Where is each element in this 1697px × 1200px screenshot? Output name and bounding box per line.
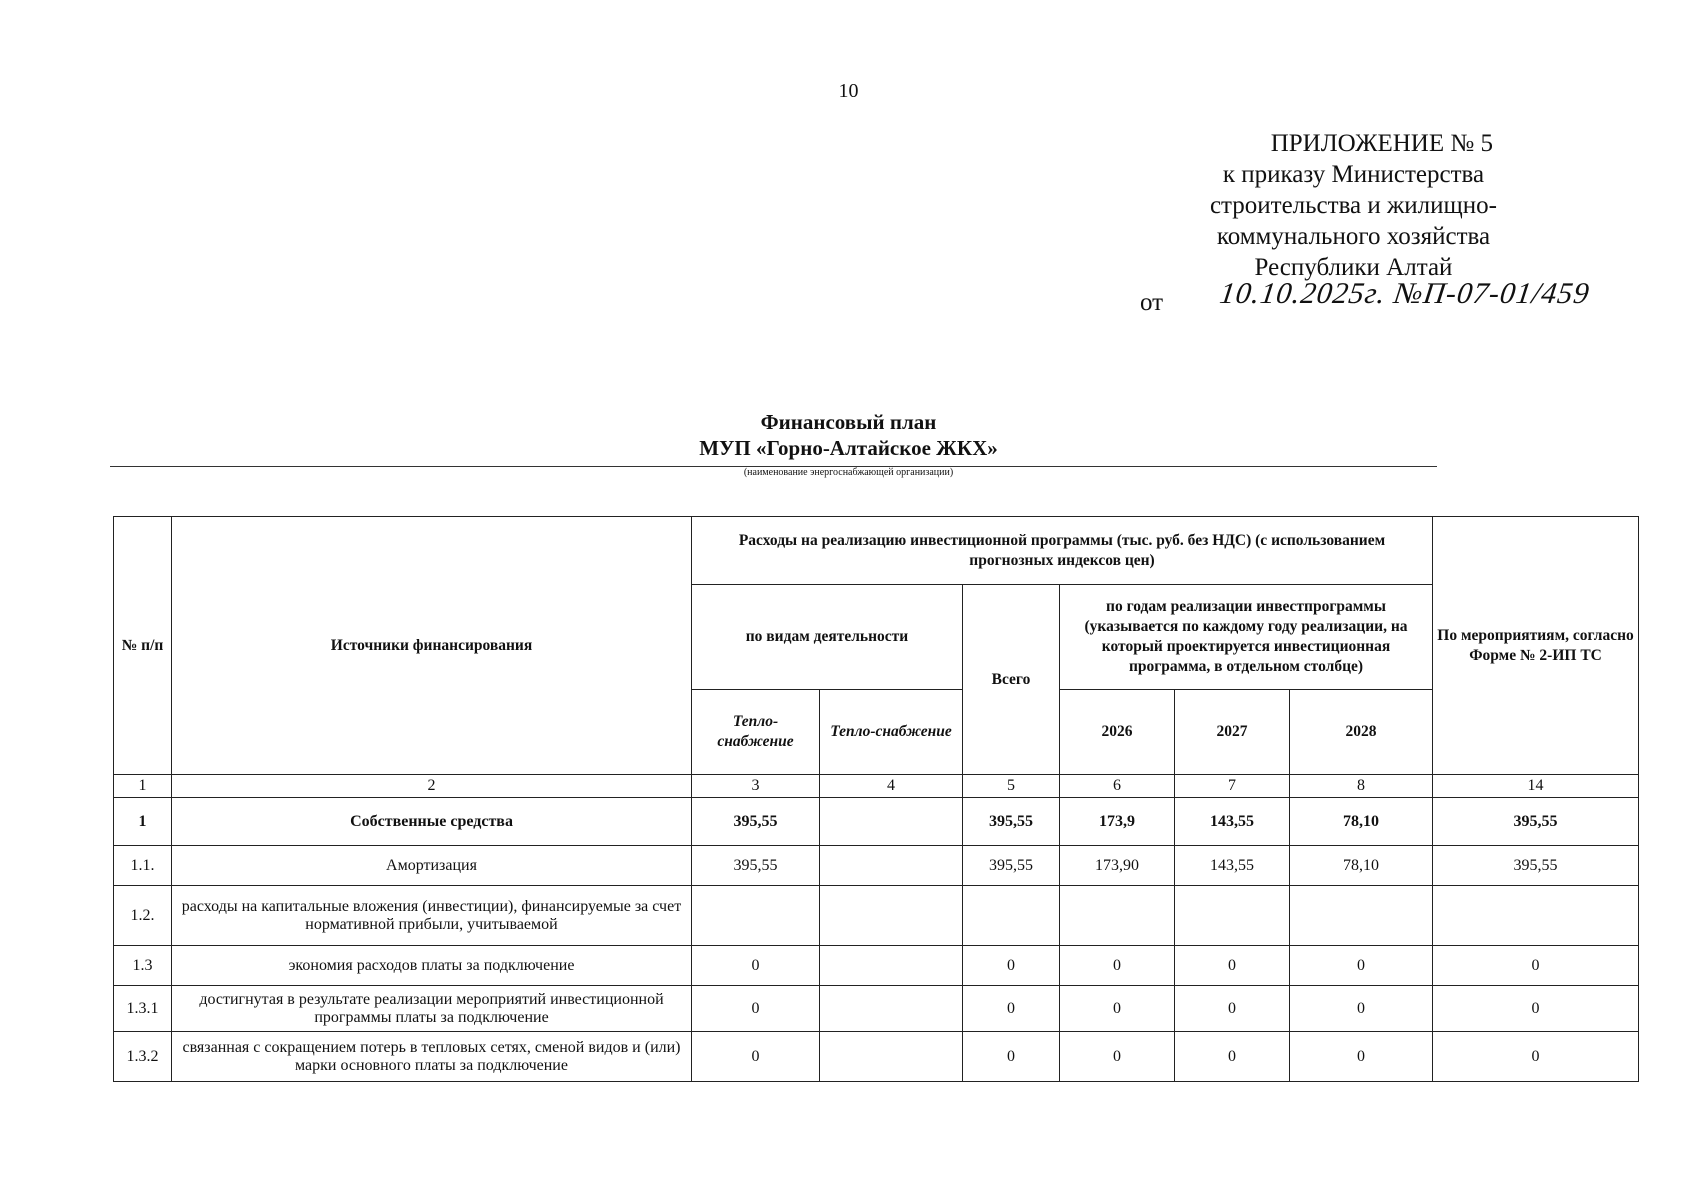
row-value: 173,9: [1060, 798, 1175, 846]
page-number: 10: [838, 80, 859, 102]
row-value: 173,90: [1060, 846, 1175, 886]
row-value: 395,55: [1433, 846, 1639, 886]
row-value: [820, 946, 963, 986]
row-value: 0: [692, 946, 820, 986]
handwritten-date-number: 10.10.2025г. №П-07-01/459: [1217, 277, 1592, 310]
appendix-line-4: Республики Алтай: [1254, 254, 1453, 281]
row-value: 0: [1433, 986, 1639, 1032]
row-value: 0: [1290, 946, 1433, 986]
row-value: 0: [1290, 1032, 1433, 1082]
row-value: [820, 886, 963, 946]
row-name: расходы на капитальные вложения (инвестиции), финансируемые за счет нормативной прибыли, учитываемой: [172, 886, 692, 946]
header-num: № п/п: [114, 517, 172, 775]
row-value: 0: [1060, 946, 1175, 986]
header-total: Всего: [963, 585, 1060, 775]
row-value: 0: [963, 946, 1060, 986]
row-name: Амортизация: [172, 846, 692, 886]
column-index: 5: [963, 775, 1060, 798]
table-row: [114, 886, 1639, 946]
row-value: 0: [1175, 986, 1290, 1032]
header-activity-2: Тепло-снабжение: [820, 690, 963, 775]
header-year-2027: 2027: [1175, 690, 1290, 775]
appendix-line-3: коммунального хозяйства: [1216, 223, 1491, 250]
header-year-2026: 2026: [1060, 690, 1175, 775]
table-row: [114, 798, 1639, 846]
row-value: [1060, 886, 1175, 946]
header-expenses: Расходы на реализацию инвестиционной программы (тыс. руб. без НДС) (с использованием прогнозных индексов цен): [692, 517, 1433, 585]
row-value: [1290, 886, 1433, 946]
table-row: [114, 986, 1639, 1032]
table-row: [114, 946, 1639, 986]
row-name: экономия расходов платы за подключение: [172, 946, 692, 986]
row-value: 395,55: [692, 798, 820, 846]
table-row: [114, 846, 1639, 886]
organization-name: МУП «Горно-Алтайское ЖКХ»: [699, 436, 998, 460]
column-index: 3: [692, 775, 820, 798]
table-row: [114, 1032, 1639, 1082]
header-year-2028: 2028: [1290, 690, 1433, 775]
column-index: 4: [820, 775, 963, 798]
row-value: 0: [1433, 1032, 1639, 1082]
appendix-header: [1139, 128, 1592, 316]
row-value: 0: [692, 1032, 820, 1082]
header-by-measures: По мероприятиям, согласно Форме № 2-ИП ТС: [1433, 517, 1639, 775]
row-value: [820, 1032, 963, 1082]
row-value: 395,55: [692, 846, 820, 886]
row-value: 395,55: [963, 798, 1060, 846]
row-value: [692, 886, 820, 946]
row-num: 1.3.2: [114, 1032, 172, 1082]
row-value: 395,55: [963, 846, 1060, 886]
row-num: 1.3.1: [114, 986, 172, 1032]
row-name: Собственные средства: [172, 798, 692, 846]
appendix-from-label: от: [1139, 289, 1164, 316]
header-by-years: по годам реализации инвестпрограммы (указывается по каждому году реализации, на который проектируется инвестиционная программа, в отдельном столбце): [1060, 585, 1433, 690]
plan-title: Финансовый план: [760, 410, 937, 434]
column-index: 1: [114, 775, 172, 798]
appendix-title: ПРИЛОЖЕНИЕ № 5: [1270, 130, 1493, 157]
column-index: 6: [1060, 775, 1175, 798]
appendix-line-2: строительства и жилищно-: [1209, 192, 1497, 219]
column-index: 8: [1290, 775, 1433, 798]
column-index: 2: [172, 775, 692, 798]
row-num: 1.1.: [114, 846, 172, 886]
appendix-line-1: к приказу Министерства: [1222, 161, 1485, 188]
column-index-row: [114, 775, 1639, 798]
row-value: 0: [1060, 1032, 1175, 1082]
row-value: [963, 886, 1060, 946]
row-value: 0: [692, 986, 820, 1032]
row-value: 0: [1175, 946, 1290, 986]
header-source: Источники финансирования: [172, 517, 692, 775]
row-value: [820, 986, 963, 1032]
organization-caption: (наименование энергоснабжающей организации): [743, 467, 954, 478]
row-value: 78,10: [1290, 846, 1433, 886]
row-name: связанная с сокращением потерь в тепловых сетях, сменой видов и (или) марки основного платы за подключение: [172, 1032, 692, 1082]
row-num: 1: [114, 798, 172, 846]
row-num: 1.2.: [114, 886, 172, 946]
row-num: 1.3: [114, 946, 172, 986]
financial-plan-table: [113, 516, 1639, 1082]
row-value: 0: [1290, 986, 1433, 1032]
row-value: 143,55: [1175, 798, 1290, 846]
column-index: 7: [1175, 775, 1290, 798]
header-activity-1: Тепло-снабжение: [692, 690, 820, 775]
row-value: [820, 798, 963, 846]
row-value: [1433, 886, 1639, 946]
row-value: [1175, 886, 1290, 946]
header-by-activity: по видам деятельности: [692, 585, 963, 690]
row-value: 143,55: [1175, 846, 1290, 886]
row-value: 0: [963, 986, 1060, 1032]
row-value: 0: [963, 1032, 1060, 1082]
row-name: достигнутая в результате реализации мероприятий инвестиционной программы платы за подключение: [172, 986, 692, 1032]
row-value: 0: [1060, 986, 1175, 1032]
row-value: 0: [1433, 946, 1639, 986]
row-value: 78,10: [1290, 798, 1433, 846]
column-index: 14: [1433, 775, 1639, 798]
row-value: 395,55: [1433, 798, 1639, 846]
row-value: 0: [1175, 1032, 1290, 1082]
row-value: [820, 846, 963, 886]
